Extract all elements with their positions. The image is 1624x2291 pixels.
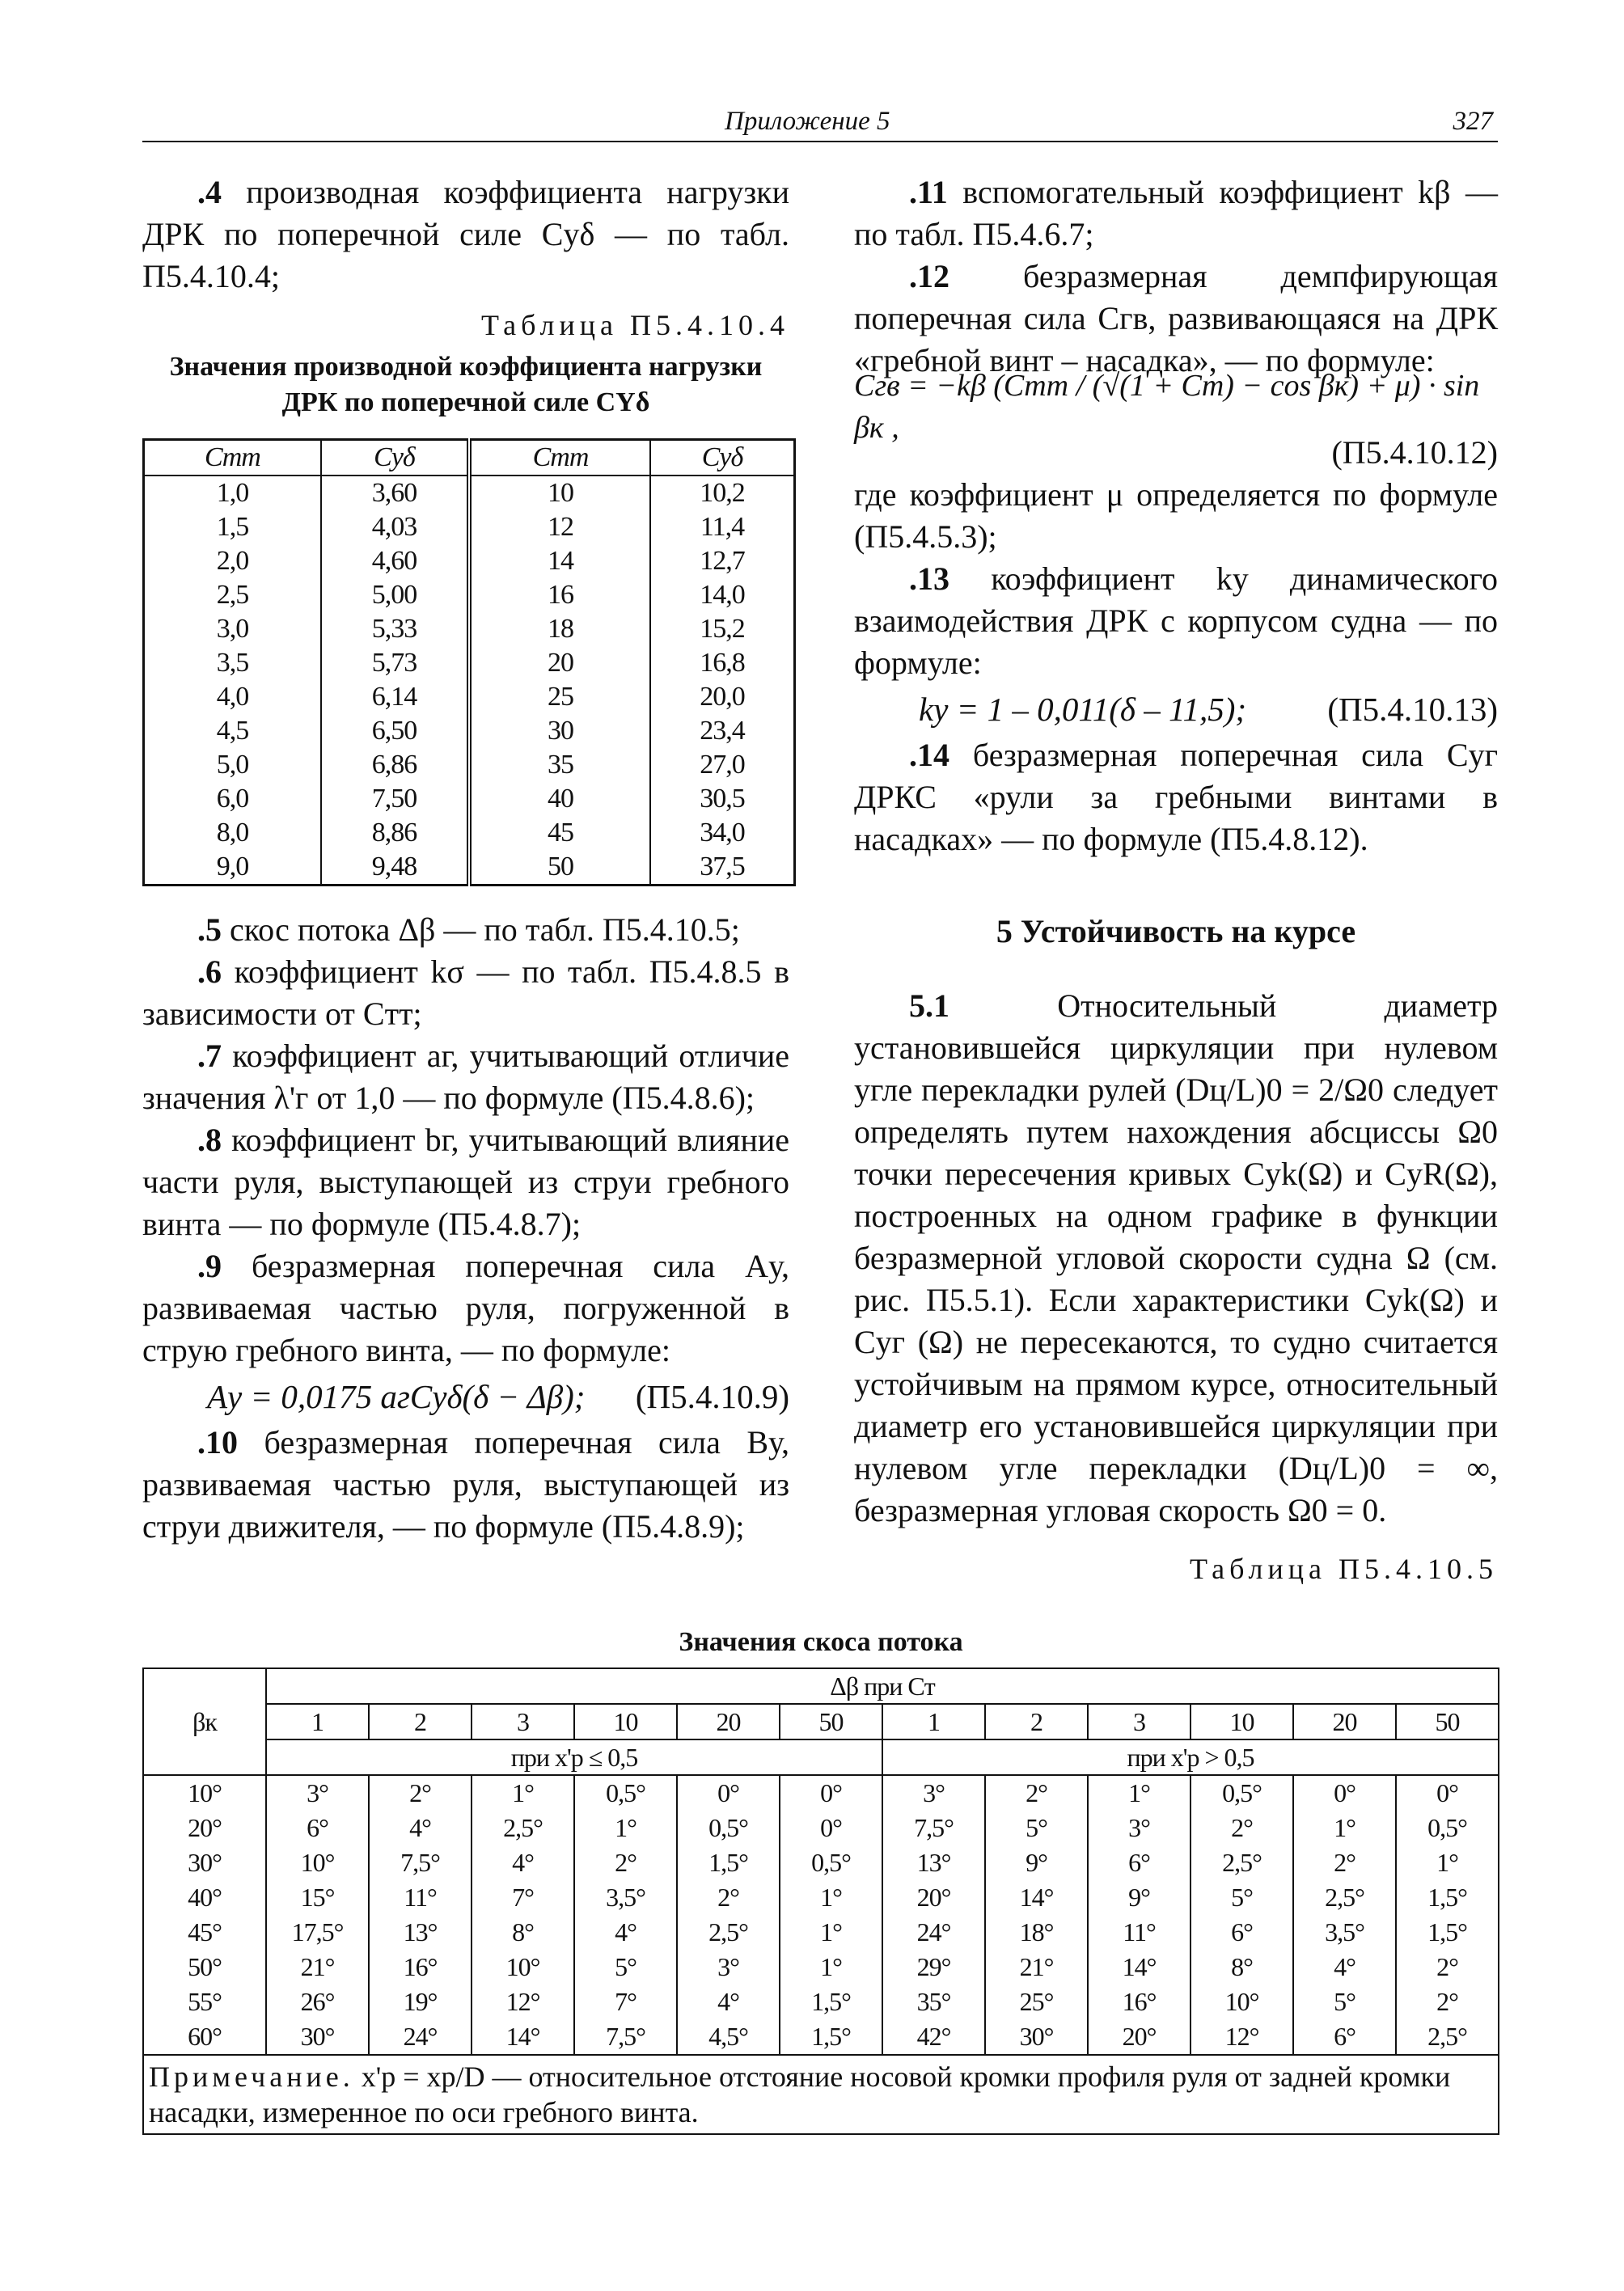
table-5-cell: 2,5° xyxy=(472,1811,574,1845)
table-5-cell: 20° xyxy=(882,1880,985,1915)
table-4-cell: 1,0 xyxy=(144,476,321,510)
table-5-cell: 0,5° xyxy=(780,1845,882,1880)
table-5-cell: 5° xyxy=(574,1950,677,1985)
table-5-cell: 1° xyxy=(1396,1845,1499,1880)
table-5-cell: 13° xyxy=(369,1915,472,1950)
table-4-row xyxy=(144,544,795,578)
table-5-row xyxy=(143,1985,1499,2019)
table-5-angle-cell: 10° xyxy=(143,1775,266,1811)
table-5-cell: 2° xyxy=(369,1775,472,1811)
table-5-cell: 10° xyxy=(1191,1985,1293,2019)
table-4-row xyxy=(144,816,795,850)
table-5-title: Значения скоса потока xyxy=(679,1627,963,1657)
table-5-cell: 8° xyxy=(1191,1950,1293,1985)
table-5-ct-value: 10 xyxy=(1191,1704,1293,1739)
table-5 xyxy=(142,1668,1499,2135)
table-4-cell: 5,33 xyxy=(321,612,469,646)
after-formula-12: где коэффициент μ определяется по формуле (П5.4.5.3); xyxy=(854,476,1498,555)
table-5-ct-value: 50 xyxy=(780,1704,882,1739)
table-4-cell: 20 xyxy=(469,646,650,680)
table-4-cell: 6,50 xyxy=(321,714,469,748)
table-5-ct-row xyxy=(143,1704,1499,1739)
table-4-cell: 9,48 xyxy=(321,850,469,886)
table-5-cell: 42° xyxy=(882,2019,985,2055)
table-5-note: Примечание. x'р = xр/D — относительное отстояние носовой кромки профиля руля от задней кромки насадки, измеренное по оси гребного винта. xyxy=(143,2055,1499,2134)
table-5-angle-cell: 30° xyxy=(143,1845,266,1880)
table-4-cell: 14 xyxy=(469,544,650,578)
table-4-header: Cтт xyxy=(469,440,650,476)
table-5-cell: 3,5° xyxy=(1293,1915,1396,1950)
table-4-cell: 12,7 xyxy=(700,546,745,576)
table-4-cell: 34,0 xyxy=(700,818,745,848)
table-5-cell: 7,5° xyxy=(369,1845,472,1880)
table-5-cell: 4° xyxy=(369,1811,472,1845)
table-5-cell: 2° xyxy=(985,1775,1088,1811)
table-4-row xyxy=(144,748,795,782)
table-5-cell: 0° xyxy=(1293,1775,1396,1811)
item-8: .8 коэффициент bг, учитывающий влияние части руля, выступающей из струи гребного винта — по формуле (П5.4.8.7); xyxy=(142,1122,790,1242)
table-4-cell: 5,73 xyxy=(321,646,469,680)
table-5-angle-cell: 45° xyxy=(143,1915,266,1950)
table-5-cell: 2,5° xyxy=(677,1915,780,1950)
table-5-ct-value: 1 xyxy=(882,1704,985,1739)
table-4-cell: 11,4 xyxy=(700,512,745,542)
left-column xyxy=(142,171,789,1548)
table-5-ct-value: 50 xyxy=(1396,1704,1499,1739)
table-5-cell: 2,5° xyxy=(1396,2019,1499,2055)
table-5-cell: 18° xyxy=(985,1915,1088,1950)
table-5-cell: 0,5° xyxy=(1191,1775,1293,1811)
table-4-cell: 3,5 xyxy=(144,646,321,680)
table-4-cell: 50 xyxy=(469,850,650,886)
table-4-cell: 23,4 xyxy=(700,716,745,746)
table-5-cell: 1,5° xyxy=(677,1845,780,1880)
table-5-angle-cell: 50° xyxy=(143,1950,266,1985)
table-5-cell: 11° xyxy=(369,1880,472,1915)
table-5-caption: Таблица П5.4.10.5 xyxy=(1190,1553,1498,1585)
table-5-ct-value: 3 xyxy=(472,1704,574,1739)
table-5-cell: 8° xyxy=(472,1915,574,1950)
table-4-row xyxy=(144,714,795,748)
table-4-header: Cуδ xyxy=(650,440,795,476)
table-5-cell: 12° xyxy=(1191,2019,1293,2055)
table-4-body xyxy=(144,476,795,886)
table-5-cell: 30° xyxy=(985,2019,1088,2055)
table-5-cond-right: при x'р > 0,5 xyxy=(882,1739,1499,1775)
section-title: 5 Устойчивость на курсе xyxy=(996,913,1356,949)
table-5-row xyxy=(143,1915,1499,1950)
item-12: .12 безразмерная демпфирующая поперечная сила Cгв, развивающаяся на ДРК «гребной винт – насадка», — по формуле: xyxy=(854,258,1498,378)
table-5-cell: 11° xyxy=(1088,1915,1191,1950)
table-5-cell: 1° xyxy=(574,1811,677,1845)
table-5-ct-value: 20 xyxy=(1293,1704,1396,1739)
table-5-cell: 1° xyxy=(780,1915,882,1950)
table-5-cell: 24° xyxy=(369,2019,472,2055)
item-5-1: 5.1 Относительный диаметр установившейся циркуляции при нулевом угле перекладки рулей (Dц/L)0 = 2/Ω0 следует определять путем нахождения абсциссы Ω0 точки пересечения кривых Cуk(Ω) и CуR(Ω), построенных на одном графике в функции безразмерной угловой скорости судна Ω (см. рис. П5.5.1). Если характеристики Cуk(Ω) и Cуг (Ω) не пересекаются, то судно считается устойчивым на прямом курсе, относительный диаметр его установившейся циркуляции при нулевом угле перекладки (Dц/L)0 = ∞, безразмерная угловая скорость Ω0 = 0. xyxy=(854,987,1498,1528)
table-4-row xyxy=(144,850,795,886)
table-5-cell: 14° xyxy=(1088,1950,1191,1985)
table-5-cell: 3° xyxy=(882,1775,985,1811)
running-header xyxy=(142,102,1498,142)
table-5-angle-cell: 55° xyxy=(143,1985,266,2019)
table-4-cell: 7,50 xyxy=(321,782,469,816)
table-5-cell: 2° xyxy=(1396,1985,1499,2019)
table-4-cell: 4,5 xyxy=(144,714,321,748)
table-4-cell: 6,14 xyxy=(321,680,469,714)
item-11: .11 вспомогательный коэффициент kβ — по табл. П5.4.6.7; xyxy=(854,174,1499,252)
item-5: .5 скос потока Δβ — по табл. П5.4.10.5; xyxy=(197,911,740,948)
table-5-cell: 0° xyxy=(1396,1775,1499,1811)
table-5-row xyxy=(143,1880,1499,1915)
formula-12-number: (П5.4.10.12) xyxy=(1331,434,1498,471)
table-5-cell: 1,5° xyxy=(1396,1880,1499,1915)
table-5-cell: 25° xyxy=(985,1985,1088,2019)
table-5-cell: 7° xyxy=(574,1985,677,2019)
table-4-title: Значения производной коэффициента нагрузки ДРК по поперечной силе CYδ xyxy=(169,352,763,417)
table-4-cell: 3,60 xyxy=(321,476,469,510)
table-5-cell: 6° xyxy=(1293,2019,1396,2055)
table-4-row xyxy=(144,680,795,714)
table-5-cell: 7° xyxy=(472,1880,574,1915)
table-4-cell: 6,86 xyxy=(321,748,469,782)
table-5-cell: 1,5° xyxy=(780,1985,882,2019)
table-4-cell: 4,03 xyxy=(321,510,469,544)
table-5-cell: 5° xyxy=(1191,1880,1293,1915)
table-4-cell: 3,0 xyxy=(144,612,321,646)
table-5-cell: 24° xyxy=(882,1915,985,1950)
table-5-cell: 10° xyxy=(266,1845,369,1880)
table-5-cell: 5° xyxy=(985,1811,1088,1845)
table-5-cell: 4° xyxy=(472,1845,574,1880)
table-4-cell: 16 xyxy=(469,578,650,612)
table-4-cell: 12 xyxy=(469,510,650,544)
page-number: 327 xyxy=(1453,107,1493,136)
table-4-row xyxy=(144,578,795,612)
table-4-row xyxy=(144,782,795,816)
table-5-cell: 4,5° xyxy=(677,2019,780,2055)
table-4-cell: 6,0 xyxy=(144,782,321,816)
table-5-cell: 0,5° xyxy=(574,1775,677,1811)
table-5-cell: 9° xyxy=(985,1845,1088,1880)
table-5-row xyxy=(143,1845,1499,1880)
table-5-cell: 1,5° xyxy=(1396,1915,1499,1950)
table-5-cell: 7,5° xyxy=(882,1811,985,1845)
table-5-angle-cell: 40° xyxy=(143,1880,266,1915)
formula-13: kу = 1 – 0,011(δ – 11,5); (П5.4.10.13) xyxy=(919,691,1498,728)
table-4-cell: 2,0 xyxy=(144,544,321,578)
table-5-cell: 1° xyxy=(1088,1775,1191,1811)
table-4-header: Cтт xyxy=(144,440,321,476)
table-5-body xyxy=(143,1775,1499,2055)
table-4-cell: 5,0 xyxy=(144,748,321,782)
table-4-cell: 8,86 xyxy=(321,816,469,850)
table-4-cell: 16,8 xyxy=(700,648,745,678)
table-5-ct-value: 3 xyxy=(1088,1704,1191,1739)
table-5-cell: 9° xyxy=(1088,1880,1191,1915)
formula-12: Cгв = −kβ (Cтт / (√(1 + Cт) − cos βк) + μ) · sin βк , xyxy=(854,369,1480,445)
table-5-cond-left: при x'р ≤ 0,5 xyxy=(266,1739,882,1775)
item-10: .10 безразмерная поперечная сила Bу, развиваемая частью руля, выступающей из струи движителя, — по формуле (П5.4.8.9); xyxy=(142,1424,790,1545)
table-4-cell: 35 xyxy=(469,748,650,782)
table-4-row xyxy=(144,476,795,510)
item-4: .4 производная коэффициента нагрузки ДРК по поперечной силе Cуδ — по табл. П5.4.10.4; xyxy=(142,174,789,294)
table-5-cell: 2,5° xyxy=(1293,1880,1396,1915)
table-5-cell: 6° xyxy=(266,1811,369,1845)
table-5-cell: 1° xyxy=(780,1950,882,1985)
table-5-cell: 2,5° xyxy=(1191,1845,1293,1880)
table-4-cell: 8,0 xyxy=(144,816,321,850)
right-column xyxy=(854,171,1498,1590)
table-5-cell: 16° xyxy=(369,1950,472,1985)
table-4-cell: 25 xyxy=(469,680,650,714)
table-4-cell: 15,2 xyxy=(700,614,745,644)
table-5-ct-value: 20 xyxy=(677,1704,780,1739)
table-5-cell: 3,5° xyxy=(574,1880,677,1915)
table-5-cell: 2° xyxy=(677,1880,780,1915)
table-4-cell: 40 xyxy=(469,782,650,816)
table-5-cell: 26° xyxy=(266,1985,369,2019)
table-4-cell: 27,0 xyxy=(700,750,745,780)
table-4-cell: 4,60 xyxy=(321,544,469,578)
table-5-cell: 17,5° xyxy=(266,1915,369,1950)
table-4-header: Cуδ xyxy=(321,440,469,476)
table-5-group-header: Δβ при Cт xyxy=(266,1668,1499,1704)
table-5-cell: 21° xyxy=(266,1950,369,1985)
table-5-cell: 6° xyxy=(1088,1845,1191,1880)
table-5-cell: 3° xyxy=(266,1775,369,1811)
table-5-ct-value: 2 xyxy=(985,1704,1088,1739)
table-5-cell: 30° xyxy=(266,2019,369,2055)
table-4-row xyxy=(144,510,795,544)
table-5-cell: 0° xyxy=(780,1775,882,1811)
table-5-angle-cell: 20° xyxy=(143,1811,266,1845)
table-4-cell: 14,0 xyxy=(700,580,745,610)
table-5-cell: 20° xyxy=(1088,2019,1191,2055)
table-4-cell: 9,0 xyxy=(144,850,321,886)
table-5-cell: 14° xyxy=(985,1880,1088,1915)
table-5-cell: 19° xyxy=(369,1985,472,2019)
table-5-row-header: βк xyxy=(143,1668,266,1775)
table-5-cell: 4° xyxy=(677,1985,780,2019)
table-4-cell: 20,0 xyxy=(700,682,745,712)
table-5-cell: 12° xyxy=(472,1985,574,2019)
table-5-cell: 4° xyxy=(574,1915,677,1950)
table-5-cell: 1,5° xyxy=(780,2019,882,2055)
table-5-cell: 0° xyxy=(677,1775,780,1811)
table-5-cell: 1° xyxy=(472,1775,574,1811)
table-4-row xyxy=(144,612,795,646)
table-5-cell: 2° xyxy=(1191,1811,1293,1845)
table-5-cell: 14° xyxy=(472,2019,574,2055)
table-4-cell: 45 xyxy=(469,816,650,850)
header-title: Приложение 5 xyxy=(725,107,890,136)
table-5-cell: 0,5° xyxy=(677,1811,780,1845)
table-4-cell: 30,5 xyxy=(700,784,745,814)
table-5-cell: 5° xyxy=(1293,1985,1396,2019)
table-5-angle-cell: 60° xyxy=(143,2019,266,2055)
item-7: .7 коэффициент aг, учитывающий отличие значения λ'г от 1,0 — по формуле (П5.4.8.6); xyxy=(142,1038,789,1116)
table-4-cell: 4,0 xyxy=(144,680,321,714)
table-4-cell: 2,5 xyxy=(144,578,321,612)
table-5-cell: 0,5° xyxy=(1396,1811,1499,1845)
table-5-row xyxy=(143,2019,1499,2055)
item-14: .14 безразмерная поперечная сила Cуг ДРКС «рули за гребными винтами в насадках» — по формуле (П5.4.8.12). xyxy=(854,737,1498,857)
table-5-cell: 29° xyxy=(882,1950,985,1985)
item-9: .9 безразмерная поперечная сила Aу, развиваемая частью руля, погруженной в струю гребного винта, — по формуле: xyxy=(142,1248,789,1368)
table-5-cell: 2° xyxy=(1293,1845,1396,1880)
table-5-cell: 6° xyxy=(1191,1915,1293,1950)
table-5-cell: 7,5° xyxy=(574,2019,677,2055)
table-5-cell: 1° xyxy=(780,1880,882,1915)
table-5-cell: 1° xyxy=(1293,1811,1396,1845)
table-5-ct-value: 2 xyxy=(369,1704,472,1739)
item-6: .6 коэффициент kσ — по табл. П5.4.8.5 в зависимости от Cтт; xyxy=(142,953,789,1032)
table-5-cell: 2° xyxy=(574,1845,677,1880)
table-4-cell: 18 xyxy=(469,612,650,646)
table-5-cell: 10° xyxy=(472,1950,574,1985)
table-5-cell: 2° xyxy=(1396,1950,1499,1985)
table-4-cell: 5,00 xyxy=(321,578,469,612)
table-5-cell: 13° xyxy=(882,1845,985,1880)
table-5-cell: 35° xyxy=(882,1985,985,2019)
table-4-cell: 1,5 xyxy=(144,510,321,544)
table-4-cell: 10 xyxy=(469,476,650,510)
table-4-cell: 37,5 xyxy=(700,852,745,881)
table-5-cell: 4° xyxy=(1293,1950,1396,1985)
table-4-cell: 10,2 xyxy=(700,478,745,508)
table-4-row xyxy=(144,646,795,680)
table-5-row xyxy=(143,1950,1499,1985)
table-5-cell: 21° xyxy=(985,1950,1088,1985)
table-5-row xyxy=(143,1811,1499,1845)
table-4 xyxy=(142,438,796,886)
table-5-cell: 0° xyxy=(780,1811,882,1845)
table-5-cell: 15° xyxy=(266,1880,369,1915)
table-5-cell: 16° xyxy=(1088,1985,1191,2019)
table-5-row xyxy=(143,1775,1499,1811)
table-5-ct-value: 10 xyxy=(574,1704,677,1739)
table-4-cell: 30 xyxy=(469,714,650,748)
table-5-cell: 3° xyxy=(677,1950,780,1985)
table-4-caption: Таблица П5.4.10.4 xyxy=(481,309,789,341)
item-13: .13 коэффициент kу динамического взаимодействия ДРК с корпусом судна — по формуле: xyxy=(854,560,1499,681)
table-5-cell: 3° xyxy=(1088,1811,1191,1845)
formula-9: Aу = 0,0175 aгCуδ(δ − Δβ); (П5.4.10.9) xyxy=(207,1378,789,1415)
table-5-ct-value: 1 xyxy=(266,1704,369,1739)
